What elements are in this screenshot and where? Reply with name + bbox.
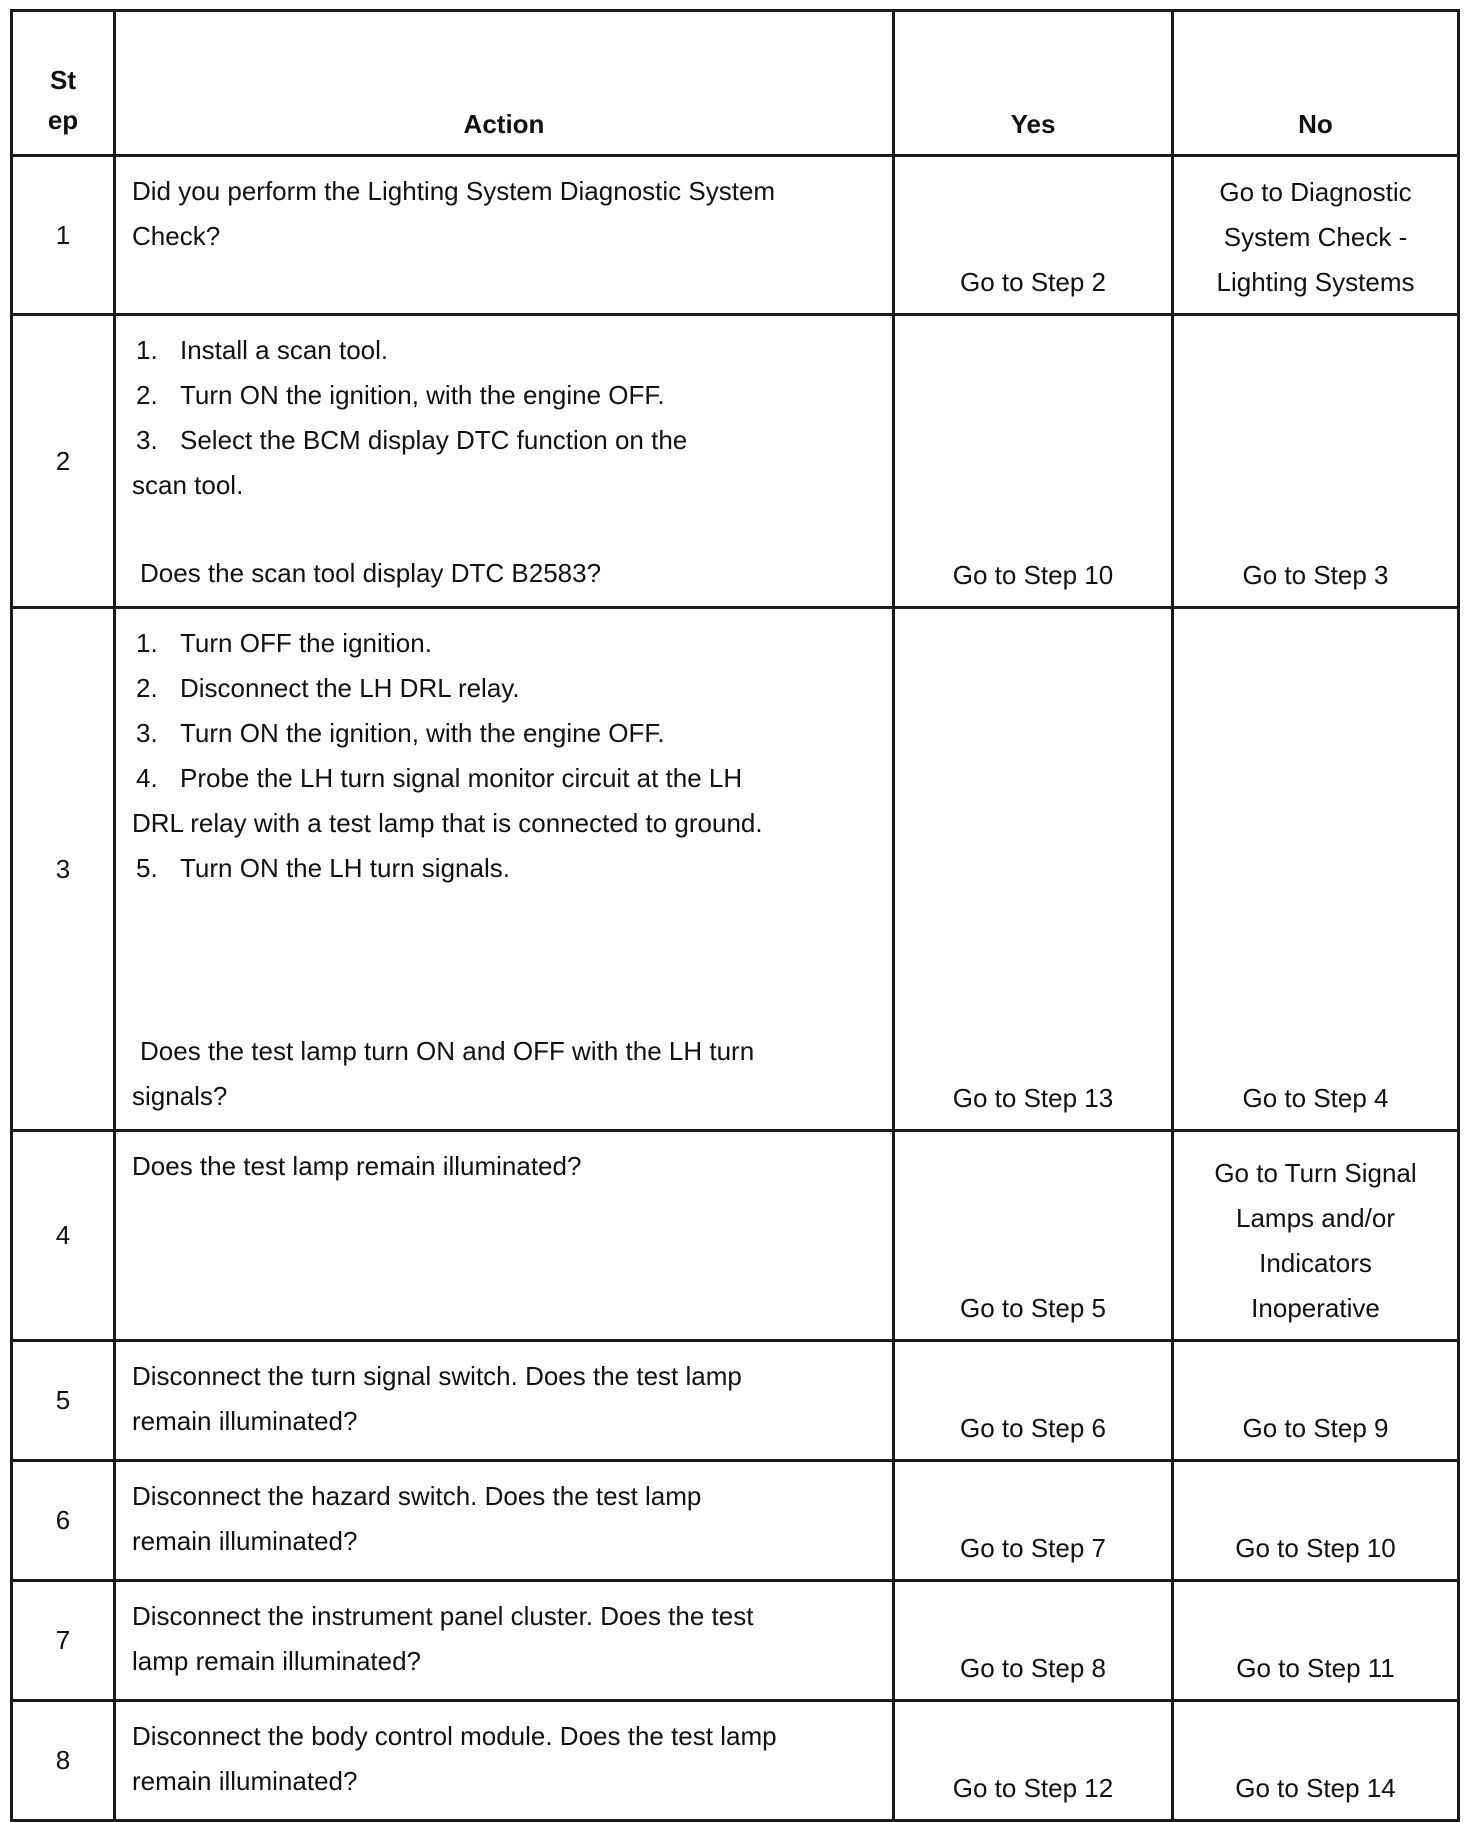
step-number: 5 <box>12 1341 115 1461</box>
yes-result: Go to Step 6 <box>894 1341 1173 1461</box>
no-result: Go to Step 14 <box>1173 1701 1459 1821</box>
table-row <box>12 1581 1459 1701</box>
no-result: Go to Diagnostic System Check - Lighting Systems <box>1173 156 1459 315</box>
header-action: Action <box>115 11 894 156</box>
no-result: Go to Step 3 <box>1173 315 1459 608</box>
header-step: St ep <box>12 11 115 156</box>
yes-result: Go to Step 12 <box>894 1701 1173 1821</box>
table-row <box>12 315 1459 608</box>
table-row <box>12 1131 1459 1341</box>
table-row <box>12 156 1459 315</box>
no-result: Go to Turn Signal Lamps and/or Indicators Inoperative <box>1173 1131 1459 1341</box>
table-row <box>12 608 1459 1131</box>
step-number: 3 <box>12 608 115 1131</box>
diagnostic-table <box>10 9 1460 1822</box>
action-text: Does the test lamp remain illuminated? <box>132 1151 582 1181</box>
step-number: 1 <box>12 156 115 315</box>
action-cell: Disconnect the body control module. Does the test lamp remain illuminated? <box>115 1701 894 1821</box>
yes-result: Go to Step 7 <box>894 1461 1173 1581</box>
action-text: Did you perform the Lighting System Diagnostic System Check? <box>132 176 776 251</box>
table-row <box>12 1341 1459 1461</box>
step-number: 2 <box>12 315 115 608</box>
no-result: Go to Step 11 <box>1173 1581 1459 1701</box>
table-row <box>12 1701 1459 1821</box>
step-number: 6 <box>12 1461 115 1581</box>
no-result: Go to Step 9 <box>1173 1341 1459 1461</box>
action-cell: 1. Install a scan tool. 2. Turn ON the ignition, with the engine OFF. 3. Select the BCM display DTC function on the scan tool. Does the scan tool display DTC B2583? <box>115 315 894 608</box>
no-result: Go to Step 4 <box>1173 608 1459 1131</box>
action-cell <box>115 1131 894 1341</box>
step-number: 8 <box>12 1701 115 1821</box>
no-result: Go to Step 10 <box>1173 1461 1459 1581</box>
yes-result: Go to Step 13 <box>894 608 1173 1131</box>
yes-result: Go to Step 10 <box>894 315 1173 608</box>
header-no: No <box>1173 11 1459 156</box>
header-row <box>12 11 1459 156</box>
action-cell: Disconnect the instrument panel cluster. Does the test lamp remain illuminated? <box>115 1581 894 1701</box>
step-number: 4 <box>12 1131 115 1341</box>
action-cell <box>115 156 894 315</box>
step-number: 7 <box>12 1581 115 1701</box>
yes-result: Go to Step 2 <box>894 156 1173 315</box>
yes-result: Go to Step 5 <box>894 1131 1173 1341</box>
action-cell: 1. Turn OFF the ignition. 2. Disconnect the LH DRL relay. 3. Turn ON the ignition, with the engine OFF. 4. Probe the LH turn signal monitor circuit at the LH DRL relay with a test lamp that is connected to ground. 5. Turn ON the LH turn signals. Does the test lamp turn ON and OFF with the LH turn signals? <box>115 608 894 1131</box>
question-text: Does the scan tool display DTC B2583? <box>140 558 602 588</box>
action-cell: Disconnect the hazard switch. Does the test lamp remain illuminated? <box>115 1461 894 1581</box>
table-row <box>12 1461 1459 1581</box>
question-text: Does the test lamp turn ON and OFF with the LH turn <box>140 1036 755 1066</box>
action-cell: Disconnect the turn signal switch. Does the test lamp remain illuminated? <box>115 1341 894 1461</box>
yes-result: Go to Step 8 <box>894 1581 1173 1701</box>
header-yes: Yes <box>894 11 1173 156</box>
